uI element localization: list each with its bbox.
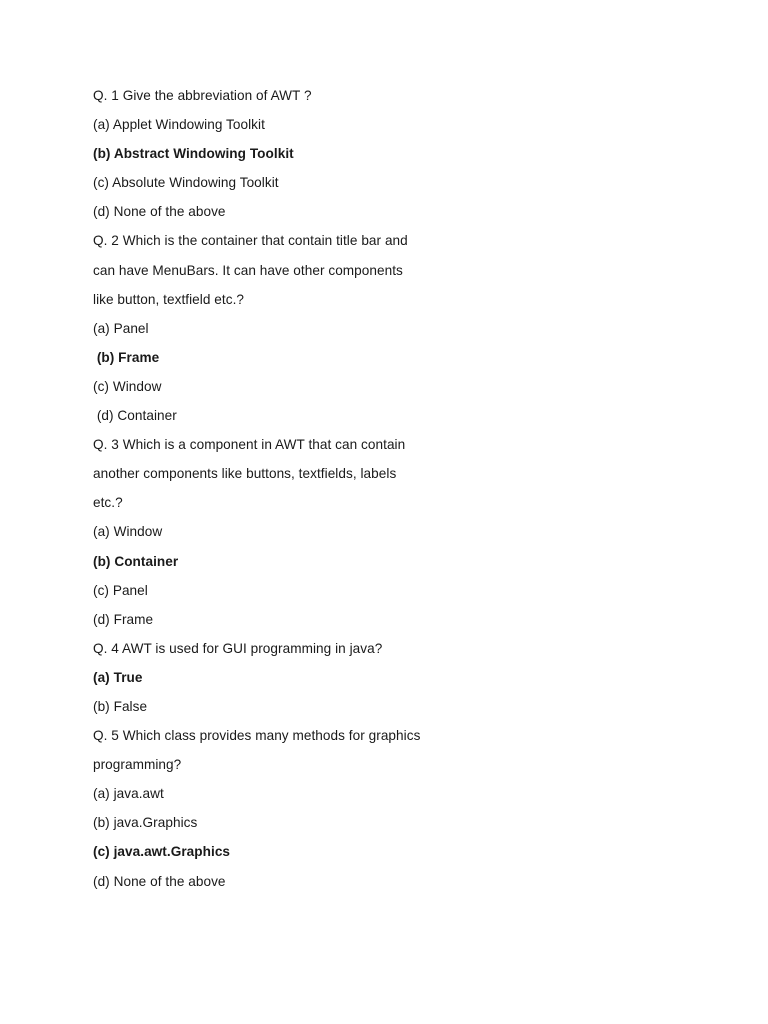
question-2-line-3: like button, textfield etc.? [93,291,245,307]
question-2-line-2: can have MenuBars. It can have other components [93,262,403,278]
question-5-line-1: Q. 5 Which class provides many methods for graphics [93,728,421,744]
question-3-option-a: (a) Window [93,524,163,540]
question-2-option-d: (d) Container [93,408,177,424]
question-3-option-c: (c) Panel [93,582,148,598]
question-2-option-a: (a) Panel [93,320,149,336]
question-3-line-1: Q. 3 Which is a component in AWT that can contain [93,437,406,453]
question-3-option-d: (d) Frame [93,611,154,627]
question-1-option-a: (a) Applet Windowing Toolkit [93,117,265,133]
question-2-option-c: (c) Window [93,378,162,394]
question-4-option-a-answer: (a) True [93,669,143,685]
question-5-option-b: (b) java.Graphics [93,815,198,831]
question-5-option-d: (d) None of the above [93,873,226,889]
question-1-option-b-answer: (b) Abstract Windowing Toolkit [93,146,294,162]
quiz-content [93,85,693,900]
question-2-option-b-answer: (b) Frame [93,349,160,365]
question-3-line-3: etc.? [93,495,123,511]
question-1-option-d: (d) None of the above [93,204,226,220]
question-2-line-1: Q. 2 Which is the container that contain title bar and [93,233,408,249]
question-3-option-b-answer: (b) Container [93,553,179,569]
question-4: Q. 4 AWT is used for GUI programming in java? [93,640,383,656]
question-1-option-c: (c) Absolute Windowing Toolkit [93,175,279,191]
question-3-line-2: another components like buttons, textfields, labels [93,466,397,482]
question-4-option-b: (b) False [93,698,148,714]
question-1: Q. 1 Give the abbreviation of AWT ? [93,88,312,103]
question-5-option-a: (a) java.awt [93,786,164,802]
question-5-line-2: programming? [93,757,182,773]
question-5-option-c-answer: (c) java.awt.Graphics [93,844,231,860]
